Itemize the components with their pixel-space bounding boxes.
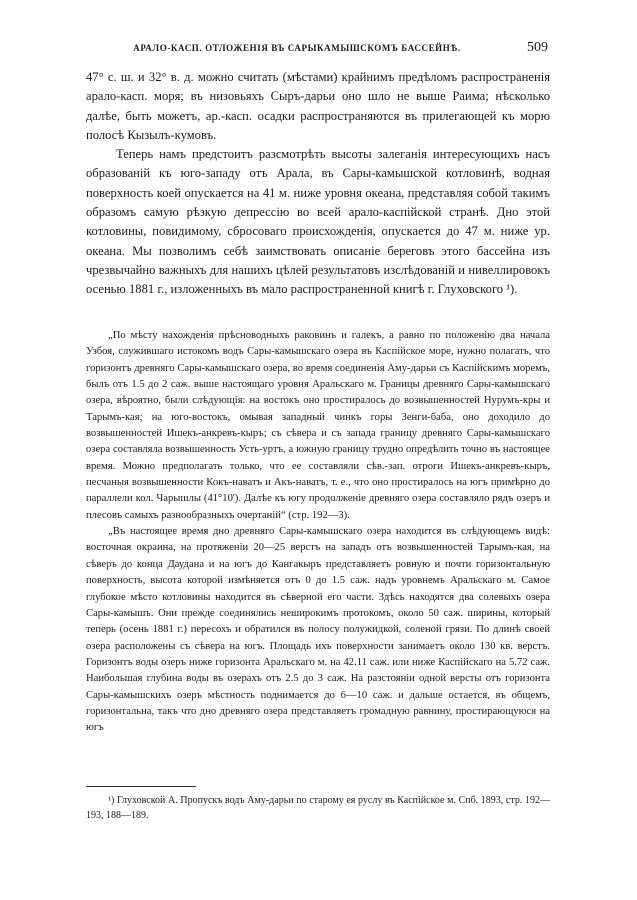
- body-paragraph-1: 47° с. ш. и 32° в. д. можно считать (мѣстами) крайнимъ предѣломъ распространенія арало-касп. моря; въ низовьяхъ Сыръ-дарьи оно шло не выше Раима; нѣсколько далѣе, быть можетъ, ар.-касп. осадки распространяются въ прилегающей къ морю полосѣ Кызылъ-кумовъ.: [86, 70, 550, 142]
- footnote-text: ¹) Глуховской А. Пропускъ водъ Аму-дарьи по старому ея руслу въ Каспійское м. Спб. 1893, стр. 192—193, 188—189.: [86, 795, 550, 821]
- body-paragraph-2: Теперь намъ предстоитъ разсмотрѣть высоты залеганія интересующихъ насъ образованій къ юго-западу отъ Арала, въ Сары-камышской котловинѣ, водная поверхность коей опускается на 41 м. ниже уровня океана, представляя собой такимъ образомъ самую рѣзкую депрессію во всей арало-каспійской странѣ. Дно этой котловины, повидимому, сбросоваго происхожденія, опускается до 47 м. ниже ур. океана. Мы позволимъ себѣ заимствовать описаніе береговъ этого бассейна изъ чрезвычайно важныхъ для нашихъ цѣлей результатовъ изслѣдованій и нивеллировокъ осенью 1881 г., изложенныхъ въ мало распространенной книгѣ г. Глуховского ¹).: [86, 147, 550, 297]
- page-header: [84, 40, 548, 60]
- quote-paragraph-1: „По мѣсту нахожденія прѣсноводныхъ раковинъ и галекъ, а равно по положенію два начала Узбоя, служившаго истокомъ водъ Сары-камышскаго озера въ Каспійское море, нужно полагать, что горизонтъ древняго Сары-камышскаго озера, во время соединенія Аму-дарьи съ Каспійскимъ моремъ, былъ отъ 1.5 до 2 саж. выше настоящаго уровня Аральскаго м. Границы древняго Сары-камышскаго озера, вѣроятно, были слѣдующія: на востокъ оно простиралось до возвышенностей Нурумъ-кры и Тарымъ-кая; на юго-востокъ, омывая западный чинкъ горы Зенги-баба, оно доходило до возвышенностей Ишекъ-анкревъ-кыръ; съ сѣвера и съ запада границу древняго Сары-камышскаго озера составляла возвышенность Усть-уртъ, а южную границу трудно опредѣлить точно въ настоящее время. Можно предполагать только, что ее составляли сѣв.-зап. отроги Ишекъ-анкревъ-кыръ, песчаныя возвышенности Кокъ-наватъ и Акъ-наватъ, т. е., что оно простиралось на югъ примѣрно до параллели кол. Чарышлы (41°10'). Далѣе къ югу продолженіе древняго озера составляло рядъ озеръ и плесовъ самыхъ разнообразныхъ очертаній“ (стр. 192—3).: [86, 330, 550, 521]
- quote-paragraph-2: „Въ настоящее время дно древняго Сары-камышскаго озера находится въ слѣдующемъ видѣ: восточная окраина, на протяженіи 20—25 верстъ на западъ отъ возвышенностей Тарымъ-кая, на сѣверъ до конца Даудана и на югъ до Кангакыръ представляетъ ровную и почти горизонтальную поверхность, высота которой измѣняется отъ 0 до 1.5 саж. надъ уровнемъ Аральскаго м. Самое глубокое мѣсто котловины находится въ сѣверной его части. Здѣсь находятся два солевыхъ озера Сары-камышъ. Они прежде соединялись неширокимъ протокомъ, около 50 саж. ширины, который теперь (осень 1881 г.) пересохъ и обратился въ полосу полужидкой, соленой грязи. По длинѣ своей озера расположены съ сѣвера на югъ. Площадь ихъ поверхности занимаетъ около 130 кв. верстъ. Горизонтъ воды озеръ ниже горизонта Аральскаго м. на 42.11 саж. или ниже Каспійскаго на 5.72 саж. Наибольшая глубина воды въ озерахъ отъ 2.5 до 3 саж. На разстояніи одной версты отъ горизонта Сары-камышскихъ озеръ мѣстность поднимается до 6—10 саж. и дальше остается, въ общемъ, горизонтальна, такъ что дно древняго озера представляетъ громадную равнину, простирающуюся на югъ: [86, 526, 550, 734]
- main-text: [86, 68, 550, 300]
- page-number: 509: [527, 40, 548, 55]
- running-title: АРАЛО-КАСП. ОТЛОЖЕНІЯ ВЪ САРЫКАМЫШСКОМЪ БАССЕЙНѢ.: [133, 43, 461, 53]
- quoted-text: [86, 328, 550, 737]
- footnote-divider: [86, 786, 196, 787]
- footnote: [86, 794, 550, 823]
